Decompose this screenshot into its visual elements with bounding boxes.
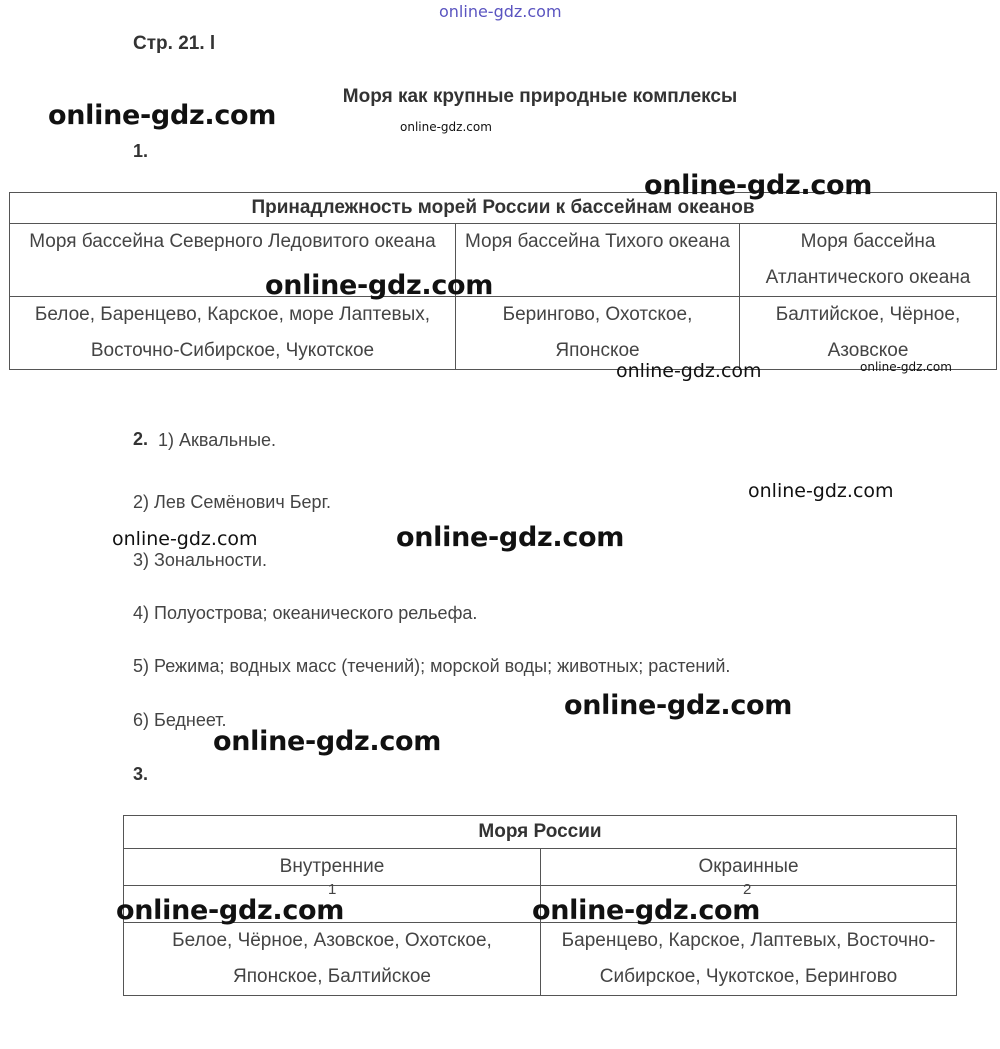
watermark: online-gdz.com (860, 360, 952, 374)
arctic-seas: Белое, Баренцево, Карское, море Лаптевых, Восточно-Сибирское, Чукотское (10, 297, 456, 370)
list-item: 1) Аквальные. (158, 430, 277, 450)
atlantic-header: Моря бассейна Атлантического океана (740, 224, 997, 297)
watermark: online-gdz.com (564, 690, 793, 721)
list-item: 2) Лев Семёнович Берг. (133, 492, 331, 512)
table-title: Принадлежность морей России к бассейнам океанов (10, 193, 997, 224)
marginal-seas: Баренцево, Карское, Лаптевых, Восточно-Сибирское, Чукотское, Берингово (541, 923, 957, 996)
watermark: online-gdz.com (213, 726, 442, 757)
table-header-row (124, 849, 957, 886)
watermark: online-gdz.com (439, 2, 562, 21)
list-item: 6) Беднеет. (133, 710, 227, 730)
table-header-row (10, 224, 997, 297)
table-title-row (124, 816, 957, 849)
task-2-number: 2. (133, 429, 149, 449)
table-title: Моря России (124, 816, 957, 849)
watermark: online-gdz.com (616, 360, 762, 382)
watermark: online-gdz.com (748, 480, 894, 502)
pacific-header: Моря бассейна Тихого океана (456, 224, 740, 297)
watermark: online-gdz.com (644, 170, 873, 201)
list-item: 4) Полуострова; океанического рельефа. (133, 603, 478, 623)
list-item: 3) Зональности. (133, 550, 267, 570)
ocean-basins-table (9, 192, 997, 370)
footnote-mark: 2 (743, 881, 752, 898)
watermark: online-gdz.com (532, 895, 761, 926)
footnote-mark: 1 (328, 881, 337, 898)
watermark: online-gdz.com (112, 528, 258, 550)
page-title: Моря как крупные природные комплексы (342, 86, 738, 107)
watermark: online-gdz.com (116, 895, 345, 926)
watermark: online-gdz.com (396, 522, 625, 553)
table-row (10, 297, 997, 370)
watermark: online-gdz.com (48, 100, 277, 131)
pacific-seas: Берингово, Охотское, Японское (456, 297, 740, 370)
inner-seas: Белое, Чёрное, Азовское, Охотское, Японское, Балтийское (124, 923, 541, 996)
page-number: Стр. 21. l (133, 33, 216, 54)
watermark: online-gdz.com (400, 120, 492, 134)
task-1-number: 1. (133, 141, 149, 161)
atlantic-seas: Балтийское, Чёрное, Азовское (740, 297, 997, 370)
marginal-seas-header: Окраинные (541, 849, 957, 886)
table-row (124, 923, 957, 996)
list-item: 5) Режима; водных масс (течений); морской воды; животных; растений. (133, 656, 731, 676)
arctic-header: Моря бассейна Северного Ледовитого океана (10, 224, 456, 297)
task-3-number: 3. (133, 764, 149, 784)
watermark: online-gdz.com (265, 270, 494, 301)
inner-seas-header: Внутренние (124, 849, 541, 886)
